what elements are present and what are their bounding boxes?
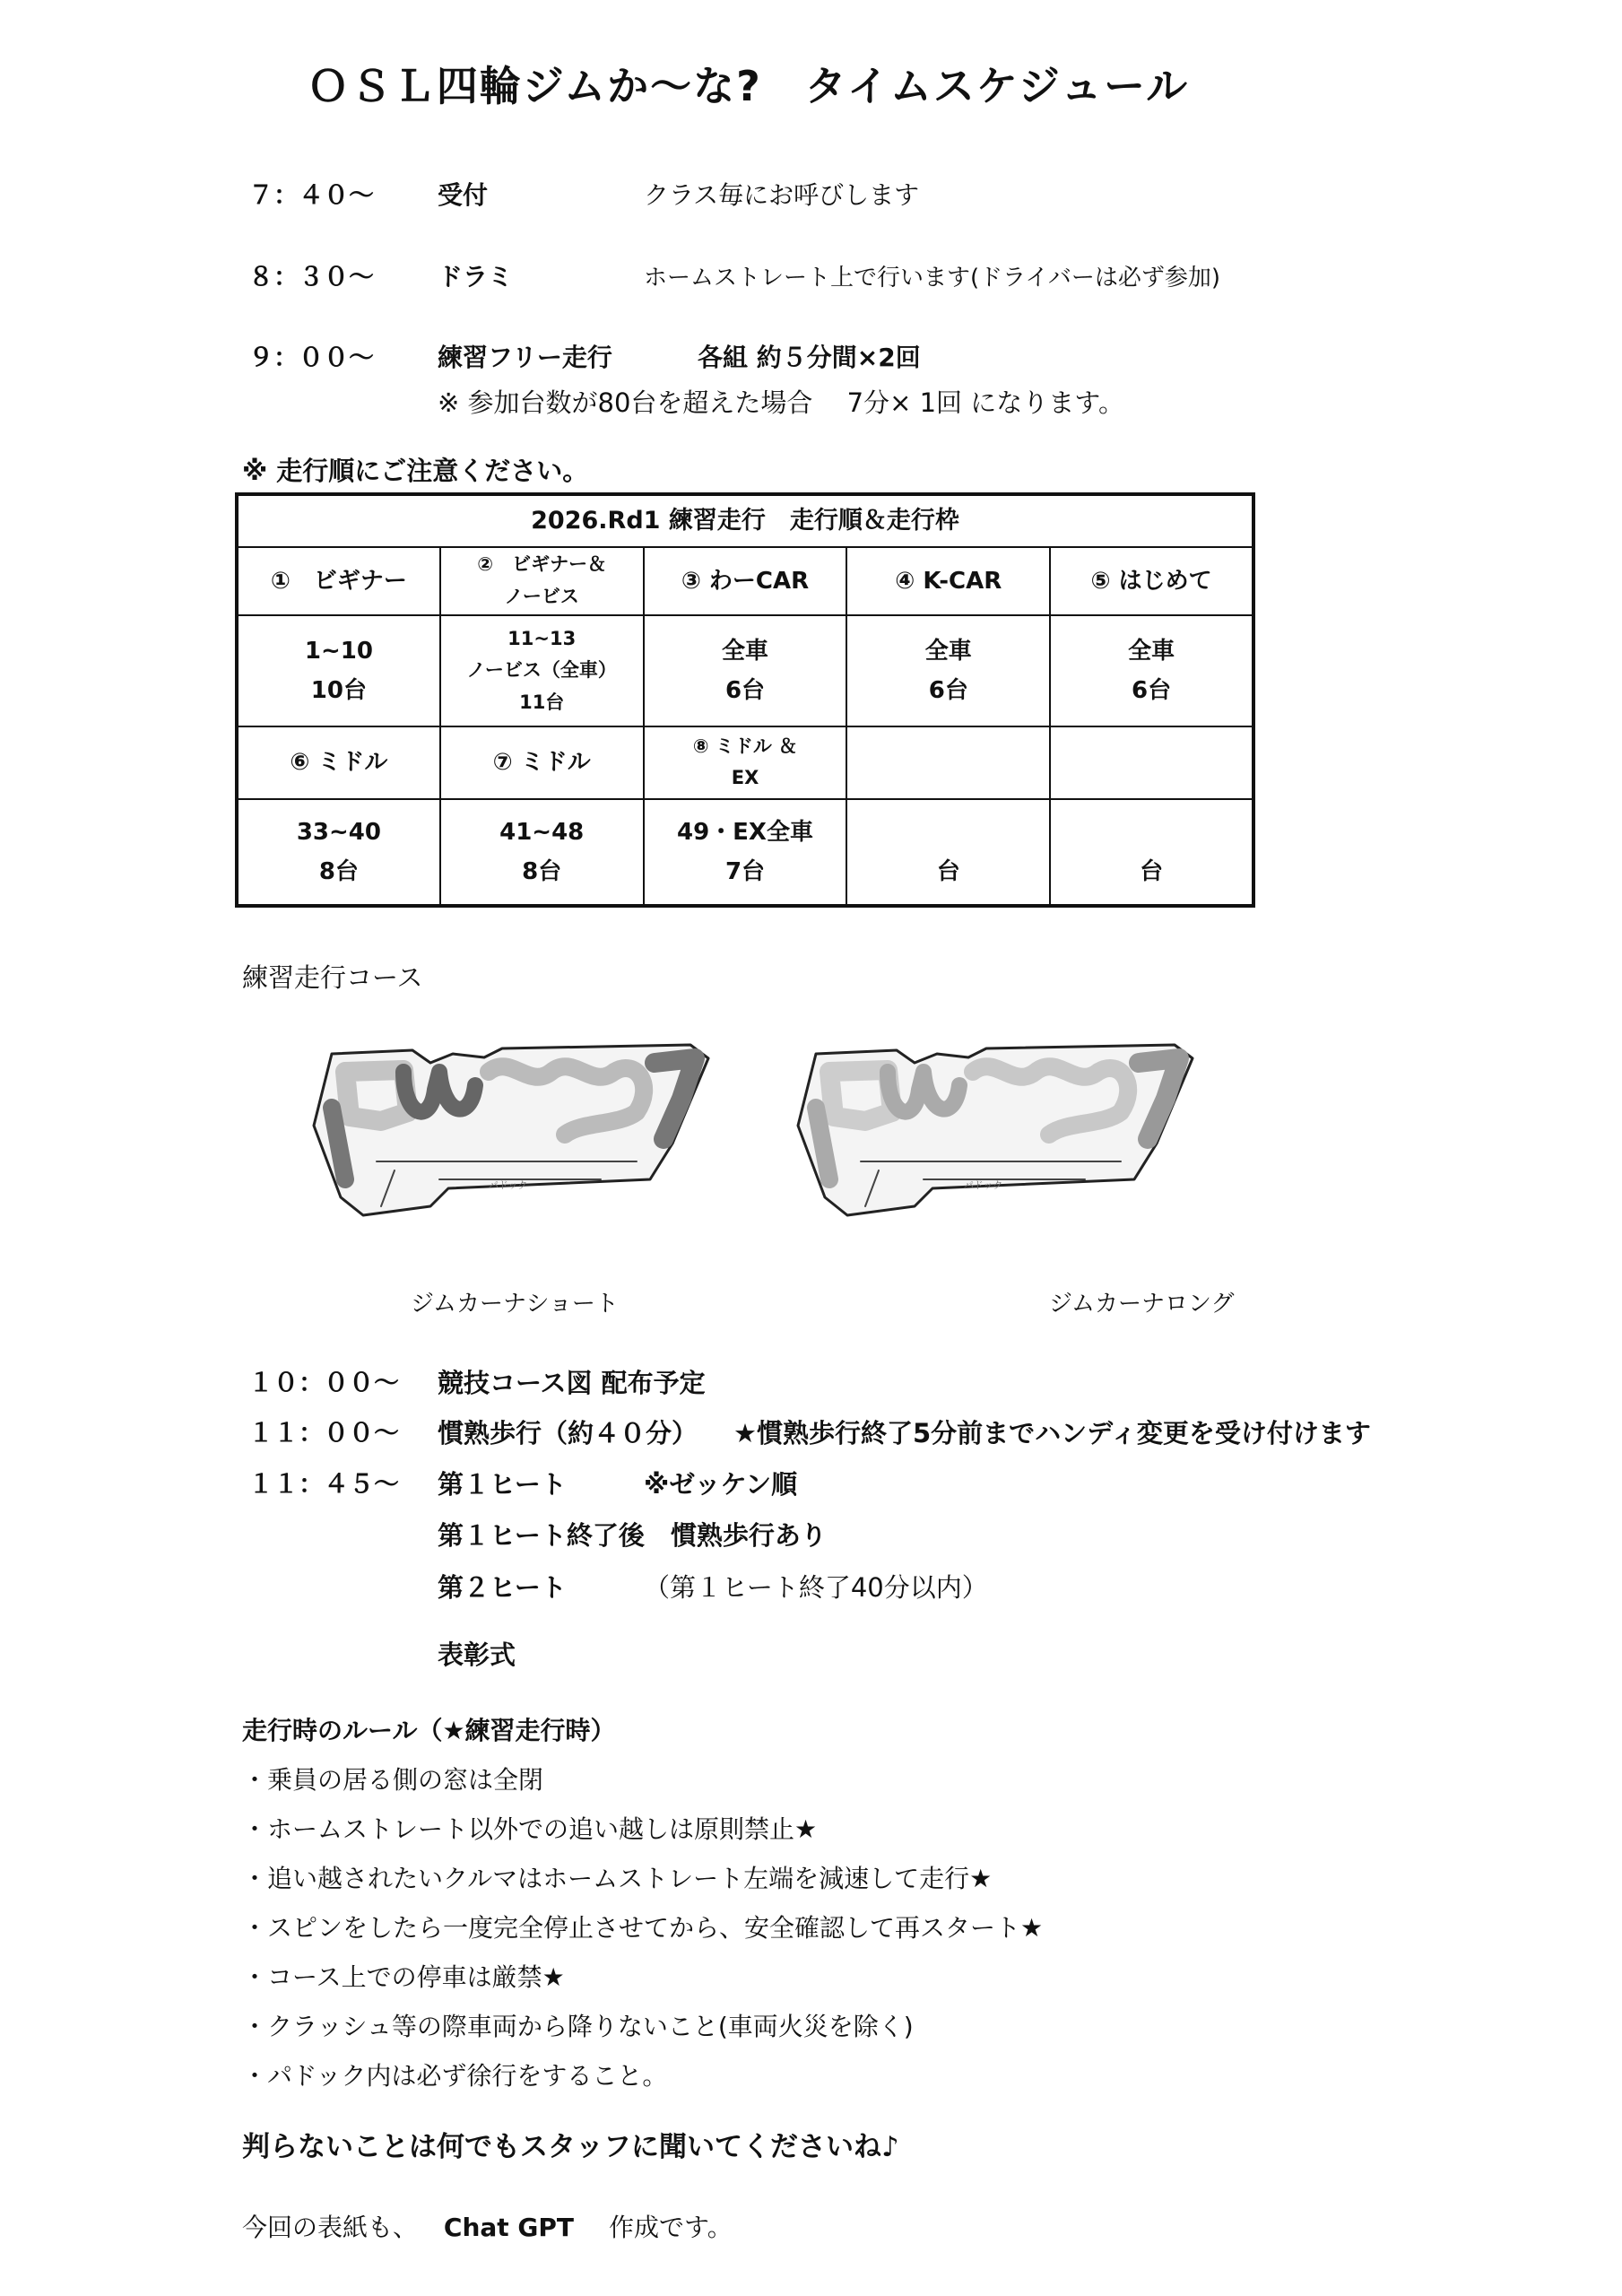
table-header-cell (846, 726, 1050, 799)
table-header-cell (644, 726, 847, 799)
practice-sub-note: ※ 参加台数が80台を超えた場合 7分× 1回 になります。 (438, 387, 1124, 418)
rule-item: ・スピンをしたら一度完全停止させてから、安全確認して再スタート★ (242, 1913, 1044, 1943)
slot-count: 10台 (310, 677, 367, 705)
schedule-note: ★慣熟歩行終了5分前までハンディ変更を受け付けます (733, 1418, 1371, 1448)
schedule-time: ９：００〜 (248, 343, 375, 372)
table-header-cell (440, 547, 644, 616)
footer-suffix: 作成です。 (608, 2213, 733, 2242)
schedule-time: １１：００〜 (248, 1418, 400, 1448)
page-title: ＯＳＬ四輪ジムか〜な? タイムスケジュール (307, 62, 1190, 110)
table-value-cell (237, 799, 440, 906)
table-header-line: EX (731, 767, 759, 789)
course-map-short (296, 1036, 717, 1224)
table-value-cell (846, 799, 1050, 906)
schedule-label: ドラミ (438, 262, 514, 291)
schedule-label: 練習フリー走行 (438, 343, 612, 372)
schedule-note: 各組 約５分間×2回 (698, 343, 921, 372)
schedule-time: １１：４５〜 (248, 1469, 400, 1499)
table-value-cell (644, 799, 847, 906)
slot-range: 11~13 (507, 627, 577, 649)
slot-range: 49・EX全車 (676, 818, 813, 846)
table-header-line: ノービス (504, 586, 579, 608)
slot-range: 全車 (924, 637, 972, 665)
caution-note: ※ 走行順にご注意ください。 (242, 456, 589, 486)
table-value-cell (1050, 799, 1253, 906)
heat2-label: 第２ヒート (438, 1572, 567, 1603)
course-name-long: ジムカーナロング (1049, 1291, 1235, 1318)
table-value-cell (440, 615, 644, 726)
table-value-cell (846, 615, 1050, 726)
rules-title: 走行時のルール（★練習走行時） (242, 1716, 616, 1745)
schedule-note: ホームストレート上で行います(ドライバーは必ず参加) (644, 265, 1220, 291)
heat2-note: （第１ヒート終了40分以内） (644, 1572, 988, 1603)
schedule-note: クラス毎にお呼びします (644, 180, 920, 210)
table-header-cell: ① ビギナー (237, 547, 440, 616)
rule-item: ・クラッシュ等の際車両から降りないこと(車両火災を除く) (242, 2012, 914, 2041)
schedule-time: １０：００〜 (248, 1368, 400, 1397)
footer-prefix: 今回の表紙も、 (242, 2213, 419, 2242)
rule-item: ・パドック内は必ず徐行をすること。 (242, 2061, 668, 2091)
table-header-cell: ③ わーCAR (644, 547, 847, 616)
rule-item: ・ホームストレート以外での追い越しは原則禁止★ (242, 1814, 818, 1844)
slot-count: 台 (1140, 857, 1164, 885)
table-header-cell: ⑤ はじめて (1050, 547, 1253, 616)
closing-note: 判らないことは何でもスタッフに聞いてくださいね♪ (242, 2131, 899, 2163)
schedule-time: ７：４０〜 (248, 180, 375, 210)
schedule-label: 競技コース図 配布予定 (438, 1368, 706, 1398)
schedule-label: 受付 (438, 180, 489, 210)
rule-item: ・コース上での停車は厳禁★ (242, 1962, 565, 1992)
schedule-label: 慣熟歩行（約４０分） (438, 1418, 698, 1448)
slot-range: 1~10 (304, 637, 373, 665)
rule-item: ・乗員の居る側の窓は全閉 (242, 1765, 544, 1795)
slot-count: 7台 (724, 857, 766, 885)
table-value-cell (440, 799, 644, 906)
slot-count: 11台 (519, 691, 565, 713)
slot-range: 全車 (721, 637, 768, 665)
slot-count: 6台 (928, 677, 968, 705)
table-title: 2026.Rd1 練習走行 走行順＆走行枠 (237, 494, 1253, 547)
table-header-line: ② ビギナー＆ (477, 553, 607, 576)
slot-range: 41~48 (499, 818, 585, 846)
schedule-label: 第１ヒート (438, 1469, 567, 1500)
slot-range: 全車 (1128, 637, 1175, 665)
paddock-label: パドック (964, 1179, 1003, 1191)
paddock-label: パドック (489, 1179, 528, 1191)
table-header-line: ⑧ ミドル ＆ (692, 735, 798, 757)
table-value-cell (644, 615, 847, 726)
table-header-cell (1050, 726, 1253, 799)
slot-count: 6台 (1132, 677, 1172, 705)
schedule-note: ※ゼッケン順 (644, 1469, 798, 1500)
table-header-cell: ⑦ ミドル (440, 726, 644, 799)
table-header-cell: ⑥ ミドル (237, 726, 440, 799)
slot-sub: ノービス（全車） (466, 659, 617, 682)
course-name-short: ジムカーナショート (411, 1291, 619, 1318)
slot-count: 8台 (522, 857, 562, 885)
slot-range: 33~40 (296, 818, 381, 846)
table-value-cell (237, 615, 440, 726)
rule-item: ・追い越されたいクルマはホームストレート左端を減速して走行★ (242, 1864, 993, 1893)
awards-label: 表彰式 (438, 1639, 516, 1670)
slot-count: 6台 (724, 677, 766, 705)
course-map-long (780, 1036, 1201, 1224)
after-heat1-note: 第１ヒート終了後 慣熟歩行あり (438, 1520, 827, 1551)
slot-range (1051, 813, 1252, 852)
slot-count: 台 (936, 857, 960, 885)
footer-line (242, 2208, 733, 2244)
slot-count: 8台 (318, 857, 359, 885)
schedule-time: ８：３０〜 (248, 262, 375, 291)
slot-range (847, 813, 1049, 852)
practice-order-table (235, 492, 1255, 908)
table-header-cell: ④ K-CAR (846, 547, 1050, 616)
table-value-cell (1050, 615, 1253, 726)
course-section-label: 練習走行コース (242, 962, 423, 993)
footer-brand: Chat GPT (443, 2213, 575, 2242)
